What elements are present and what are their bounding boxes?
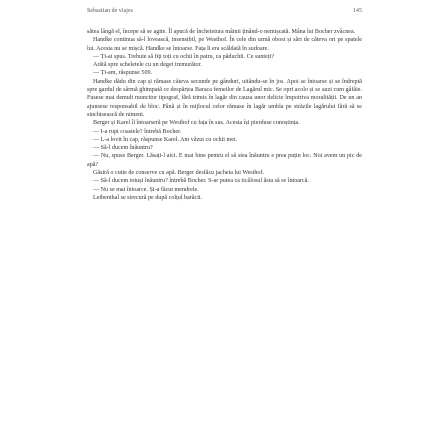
paragraph: — Ți-am, răspunse 509. — [93, 70, 153, 77]
paragraph: Handke dădu din cap și rămase câteva secunde pe gânduri, uitându-se în jos. Apoi se întoarse și se îndreptă spre gardul de sârmă ghimpată ce despărțea Baraca femeilor de Lagărul mic. Se opri acolo și se auzi cum gâfâie. Fusese mai demult muncitor tipograf, fără trimis în lagăr din cauza unor delicte împotriva moralității. De un an ajunsese responsabil de bloc. Până și în mijlocul celor rămase în lagăr umbla pe străzile lagărului fără să se sinchisească de nimeni. — [87, 78, 362, 118]
paragraph: — L-a lovit în cap, răspunse Karel. Am văzut cu ochii mei. — [93, 136, 238, 143]
paragraph: — Să-l ducem înăuntru? — [93, 145, 153, 152]
running-head: Sebastian de viajes — [87, 8, 134, 14]
body-text — [87, 28, 362, 202]
paragraph: sătea lângă el, începe să se agite. Îl apucă de încheietura mâinii ținând-o nemișcată. Mâna lui Bocher zvâcnea. — [87, 29, 356, 35]
paragraph: — Să-l ducem totuși înăuntru? întrebă Bocher. S-ar putea ca ticălosul ăsta să se întoarcă. — [93, 178, 309, 185]
paragraph: Leibenthal se strecură pe după colțul barăcii. — [93, 194, 203, 201]
paragraph: — I-a rupt coastele? întrebă Bocher. — [93, 128, 182, 135]
paragraph: — Ți-ai spus. Trebuie să fiți toți cu ochii în patru, ca păduchii. Ce sunteți? — [93, 53, 274, 60]
paragraph: — Nu, spuse Berger. Lăsați-l aici. E mai bine pentru el să stea înăuntru e prea puțin loc. Noi avem un pic de apă? — [87, 153, 362, 168]
paragraph: — Nu se mai întoarce. Și-a făcut mendrele. — [93, 186, 199, 193]
paragraph: Handke continua să-l lovească, insensibil, pe Westhof. În cele din urmă obosi și sări de căteva ori pe spatele lui. Acesta nu se mișcă. Handke se întoarse. Fața îi era scăldată în sudoare. — [87, 37, 362, 52]
paragraph: Găsiră o cutie de conserve cu apă. Berger desfăcu jacheta lui Westhof. — [93, 170, 265, 177]
page-header — [87, 8, 362, 20]
page-number: 145 — [353, 8, 362, 14]
paragraph: Arătă spre scheletele cu un deget tremurător. — [93, 62, 202, 69]
paragraph: Berger și Karel îl întoarseră pe Westhof cu fața în sus. Acesta își pierduse cunoștința. — [93, 120, 300, 127]
